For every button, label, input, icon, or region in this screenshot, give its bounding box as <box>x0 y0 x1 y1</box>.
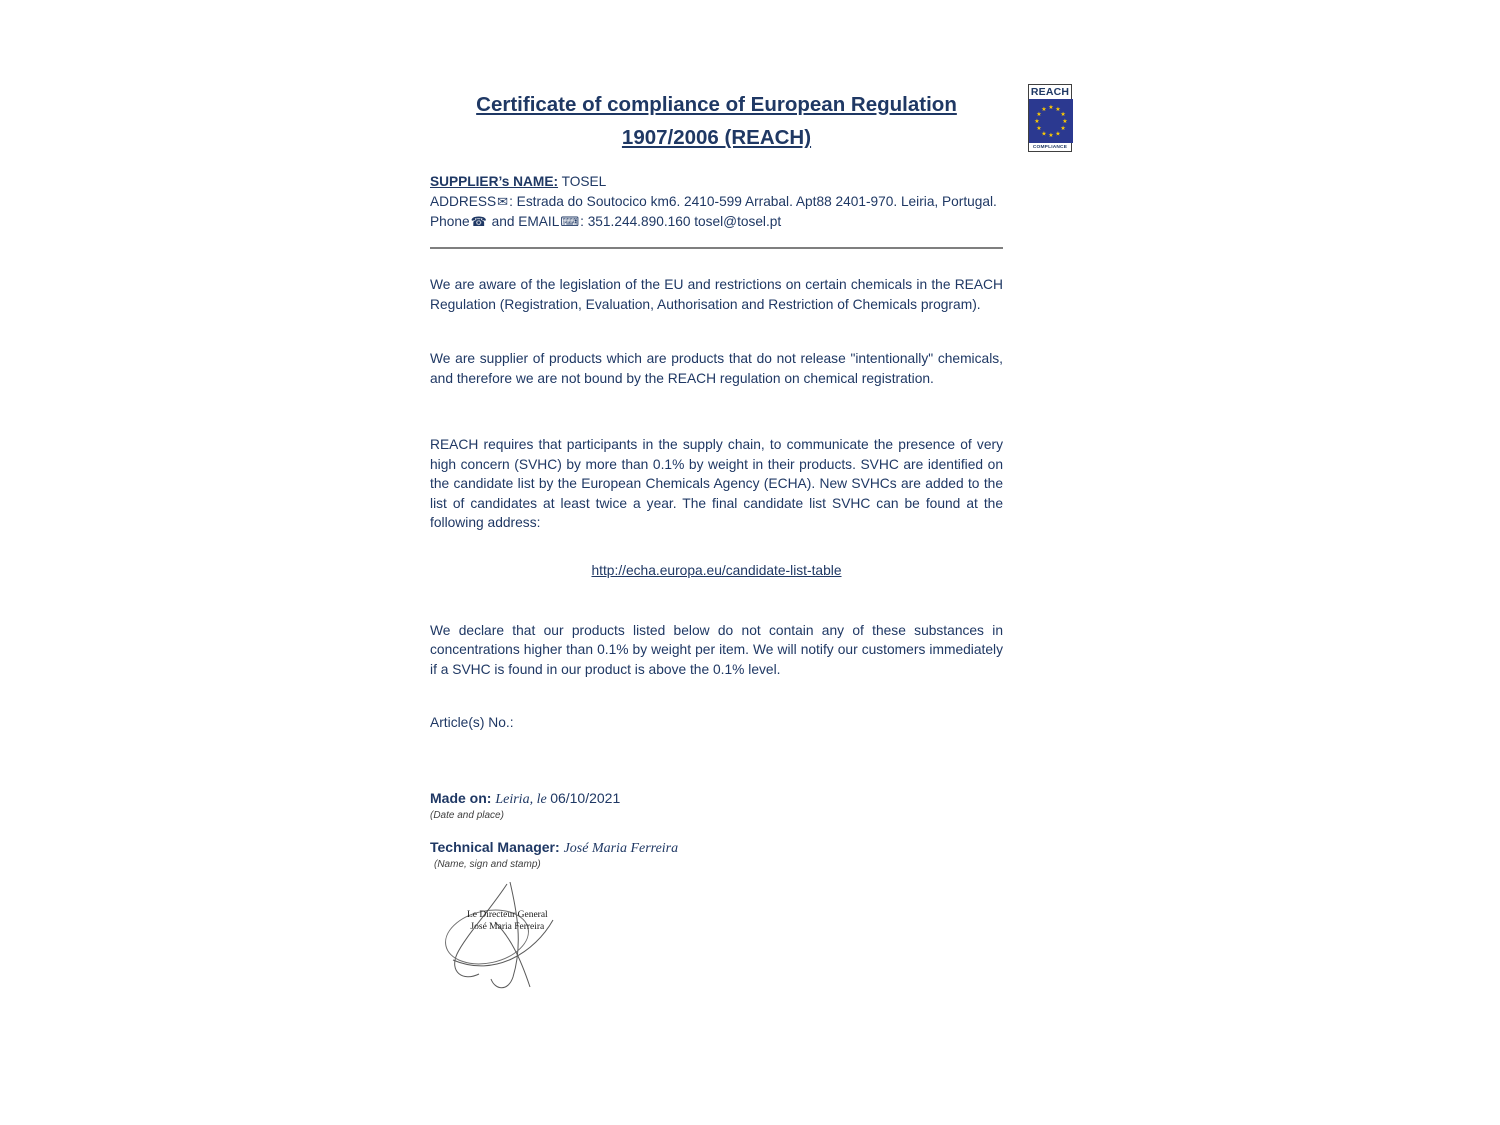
email-label: and EMAIL <box>487 214 560 229</box>
technical-manager-line <box>430 839 1003 857</box>
section-divider <box>430 247 1003 249</box>
page-title <box>430 88 1003 154</box>
signature-area <box>435 882 615 997</box>
supplier-address-line <box>430 192 1003 212</box>
supplier-phone-line <box>430 212 1003 232</box>
envelope-icon: ✉ <box>497 194 509 209</box>
svg-text:★: ★ <box>1034 118 1040 126</box>
svg-text:★: ★ <box>1048 132 1054 140</box>
svg-text:★: ★ <box>1055 130 1061 138</box>
svg-text:★: ★ <box>1048 104 1054 112</box>
supplier-name-value: TOSEL <box>558 174 607 189</box>
date-place-note: (Date and place) <box>430 810 504 821</box>
stamp-line-1: Le Directeur General <box>467 910 548 920</box>
phone-label: Phone <box>430 214 470 229</box>
content-column <box>430 88 1003 997</box>
paragraph-supplier-statement: We are supplier of products which are products that do not release "intentionally" chemicals, and therefore we are not bound by the REACH regulation on chemical registration. <box>430 351 1003 386</box>
made-on-date: 06/10/2021 <box>550 790 621 806</box>
eu-flag-stars <box>1029 99 1073 143</box>
phone-email-value: : 351.244.890.160 tosel@tosel.pt <box>580 214 782 229</box>
phone-icon: ☎ <box>470 214 487 229</box>
reach-logo-compliance-label: COMPLIANCE <box>1032 144 1068 150</box>
supplier-info-block <box>430 172 1003 232</box>
name-sign-note: (Name, sign and stamp) <box>434 859 541 870</box>
title-line-2: 1907/2006 (REACH) <box>621 126 812 149</box>
supplier-name-line <box>430 172 1003 192</box>
svg-text:★: ★ <box>1060 111 1066 119</box>
candidate-list-link-row <box>430 563 1003 578</box>
stamp-line-2: José Maria Ferreira <box>470 922 545 932</box>
svg-text:★: ★ <box>1060 125 1066 133</box>
reach-compliance-logo <box>1028 84 1072 152</box>
svg-text:★: ★ <box>1041 106 1047 114</box>
paragraph-reach-requirements: REACH requires that participants in the supply chain, to communicate the presence of very high concern (SVHC) by more than 0.1% by weight in their products. SVHC are identified on the candidate list by the European Chemicals Agency (ECHA). New SVHCs are added to the list of candidates at least twice a year. The final candidate list SVHC can be found at the following address: <box>430 437 1003 530</box>
computer-icon: ⌨ <box>560 214 580 229</box>
paragraph-awareness: We are aware of the legislation of the EU and restrictions on certain chemicals in the REACH Regulation (Registration, Evaluation, Authorisation and Restriction of Chemicals program). <box>430 277 1003 312</box>
paragraph-declaration: We declare that our products listed below do not contain any of these substances in concentrations higher than 0.1% by weight per item. We will notify our customers immediately if a SVHC is found in our product is above the 0.1% level. <box>430 622 1003 677</box>
made-on-label: Made on: <box>430 790 496 806</box>
signature-scribble <box>435 882 615 997</box>
svg-text:★: ★ <box>1036 125 1042 133</box>
technical-manager-label: Technical Manager: <box>430 839 564 855</box>
made-on-line <box>430 790 1003 808</box>
svg-text:★: ★ <box>1055 106 1061 114</box>
title-line-1: Certificate of compliance of European Regulation <box>476 93 957 116</box>
address-label: ADDRESS <box>430 194 497 209</box>
stamp-text <box>467 909 548 933</box>
made-on-place: Leiria, le <box>495 792 551 807</box>
article-number-label: Article(s) No.: <box>430 715 514 730</box>
svg-text:★: ★ <box>1062 118 1068 126</box>
address-value: : Estrada do Soutocico km6. 2410-599 Arrabal. Apt88 2401-970. Leiria, Portugal. <box>509 194 997 209</box>
supplier-name-label: SUPPLIER’s NAME: <box>430 174 559 189</box>
svg-text:★: ★ <box>1036 111 1042 119</box>
technical-manager-name: José Maria Ferreira <box>563 841 679 856</box>
reach-logo-title: REACH <box>1030 86 1070 98</box>
svg-text:★: ★ <box>1041 130 1047 138</box>
candidate-list-link[interactable]: http://echa.europa.eu/candidate-list-table <box>591 562 842 578</box>
